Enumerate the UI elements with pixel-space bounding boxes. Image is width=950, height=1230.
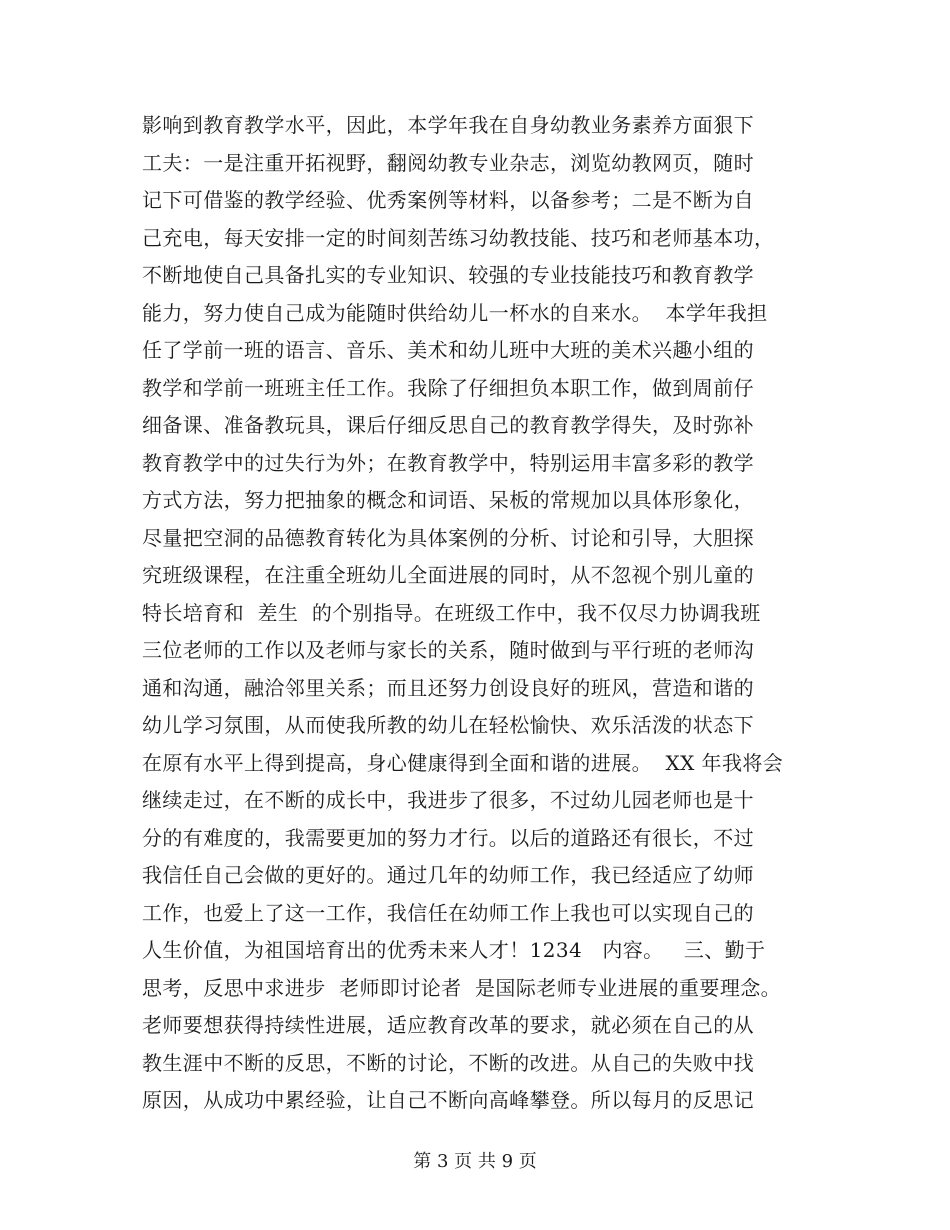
text-line: 分的有难度的，我需要更加的努力才行。以后的道路还有很长，不过: [142, 825, 754, 850]
text-line: 细备课、准备教玩具，课后仔细反思自己的教育教学得失，及时弥补: [142, 413, 754, 437]
body-text: [142, 107, 822, 1120]
text-line: 究班级课程，在注重全班幼儿全面进展的同时，从不忽视个别儿童的: [142, 563, 754, 587]
text-line: 原因，从成功中累经验，让自己不断向高峰攀登。所以每月的反思记: [142, 1088, 754, 1112]
text-line: 工作，也爱上了这一工作，我信任在幼师工作上我也可以实现自己的: [142, 900, 754, 925]
text-line: 人生价值，为祖国培育出的优秀未来人才！1234 内容。 三、勤于: [142, 938, 766, 962]
text-line: 三位老师的工作以及老师与家长的关系，随时做到与平行班的老师沟: [142, 638, 754, 662]
text-line: 在原有水平上得到提高，身心健康得到全面和谐的进展。 XX 年我将会: [142, 750, 784, 775]
text-line: 特长培育和 差生 的个别指导。在班级工作中，我不仅尽力协调我班: [142, 600, 761, 625]
text-line: 尽量把空洞的品德教育转化为具体案例的分析、讨论和引导，大胆探: [142, 525, 754, 550]
text-line: 教学和学前一班班主任工作。我除了仔细担负本职工作，做到周前仔: [142, 375, 754, 400]
text-line: 能力，努力使自己成为能随时供给幼儿一杯水的自来水。 本学年我担: [142, 300, 768, 325]
text-line: 己充电，每天安排一定的时间刻苦练习幼教技能、技巧和老师基本功，: [142, 225, 775, 250]
text-line: 任了学前一班的语言、音乐、美术和幼儿班中大班的美术兴趣小组的: [142, 338, 754, 362]
text-line: 方式方法，努力把抽象的概念和词语、呆板的常规加以具体形象化，: [142, 488, 754, 512]
text-line: 影响到教育教学水平，因此，本学年我在自身幼教业务素养方面狠下: [142, 113, 754, 137]
text-line: 思考，反思中求进步 老师即讨论者 是国际老师专业进展的重要理念。: [142, 975, 782, 1000]
text-line: 记下可借鉴的教学经验、优秀案例等材料，以备参考；二是不断为自: [142, 188, 754, 212]
text-line: 工夫：一是注重开拓视野，翻阅幼教专业杂志，浏览幼教网页，随时: [142, 150, 754, 175]
text-line: 教育教学中的过失行为外；在教育教学中，特别运用丰富多彩的教学: [142, 450, 754, 475]
text-line: 继续走过，在不断的成长中，我进步了很多，不过幼儿园老师也是十: [142, 788, 754, 812]
text-line: 幼儿学习氛围，从而使我所教的幼儿在轻松愉快、欢乐活泼的状态下: [142, 713, 754, 737]
text-line: 教生涯中不断的反思，不断的讨论，不断的改进。从自己的失败中找: [142, 1050, 754, 1075]
text-line: 我信任自己会做的更好的。通过几年的幼师工作，我已经适应了幼师: [142, 863, 754, 887]
text-line: 不断地使自己具备扎实的专业知识、较强的专业技能技巧和教育教学: [142, 263, 754, 287]
page-number-footer: 第 3 页 共 9 页: [413, 1151, 537, 1172]
text-line: 老师要想获得持续性进展，适应教育改革的要求，就必须在自己的从: [142, 1013, 754, 1037]
text-line: 通和沟通，融洽邻里关系；而且还努力创设良好的班风，营造和谐的: [142, 675, 754, 700]
